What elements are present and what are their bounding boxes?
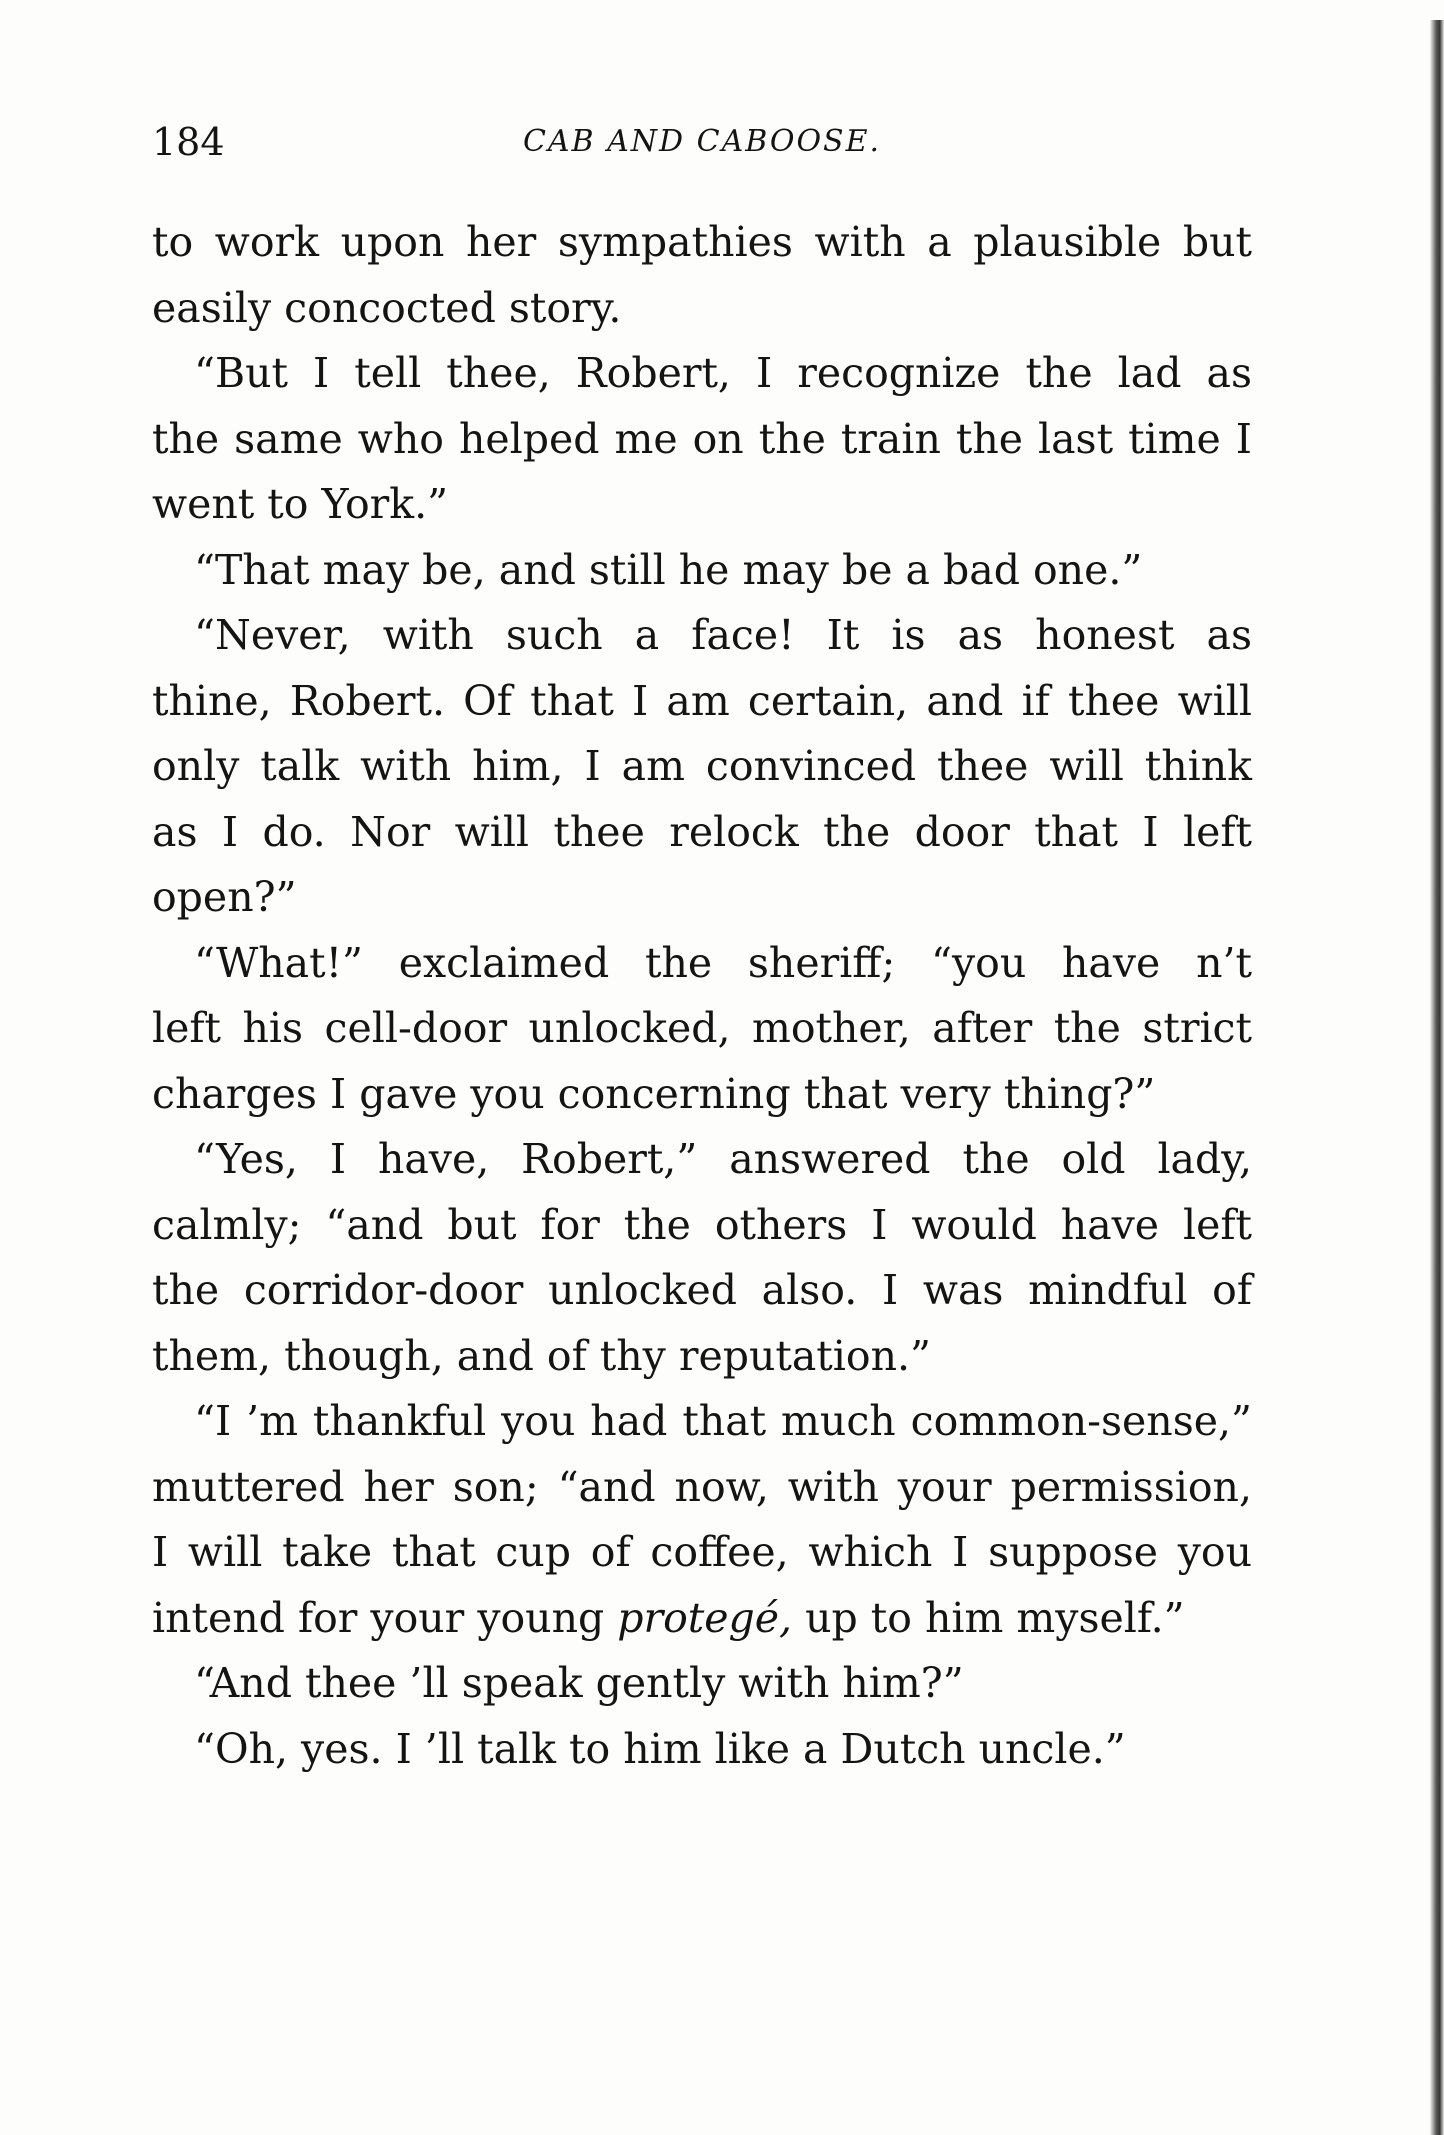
text-line: [152, 1062, 1252, 1128]
text-line-content: I will take that cup of coffee, which I suppose you: [152, 1528, 1252, 1576]
text-line-content: intend for your young: [152, 1593, 618, 1642]
text-line-content: them, though, and of thy reputation.”: [152, 1331, 931, 1380]
text-line: [152, 734, 1252, 800]
text-line-content: the corridor-door unlocked also. I was mindful of: [152, 1266, 1252, 1314]
text-line-content: thine, Robert. Of that I am certain, and if thee will: [152, 676, 1252, 725]
text-line: [152, 1127, 1252, 1193]
text-line-content: open?”: [152, 873, 297, 921]
text-line: [152, 210, 1252, 276]
text-line-content: charges I gave you concerning that very thing?”: [152, 1069, 1156, 1118]
text-line-content: the same who helped me on the train the last time I: [152, 414, 1252, 463]
text-line-content: left his cell-door unlocked, mother, after the strict: [152, 1004, 1252, 1052]
text-line: [152, 800, 1252, 866]
text-line: [152, 472, 1252, 538]
running-title: CAB AND CABOOSE.: [522, 124, 882, 159]
text-line-content: “I ’m thankful you had that much common-sense,”: [194, 1397, 1252, 1445]
body-text: [152, 210, 1252, 1782]
page-header: [152, 120, 1252, 180]
italic-word: protegé,: [617, 1593, 793, 1642]
text-line: [152, 865, 1252, 931]
text-line-continuation: up to him myself.”: [792, 1593, 1185, 1642]
text-line-content: “Oh, yes. I ’ll talk to him like a Dutch uncle.”: [194, 1724, 1126, 1773]
text-line-content: “But I tell thee, Robert, I recognize the lad as: [194, 349, 1252, 397]
text-line: [152, 1717, 1252, 1783]
text-line: [152, 407, 1252, 473]
text-line-content: “Never, with such a face! It is as honest as: [194, 611, 1252, 659]
text-line: [152, 931, 1252, 997]
text-line: [152, 603, 1252, 669]
text-line-content: went to York.”: [152, 480, 449, 528]
text-line: [152, 669, 1252, 735]
text-line: [152, 276, 1252, 342]
text-line: [152, 1520, 1252, 1586]
page-binding-edge: [1430, 20, 1444, 2135]
text-line-content: as I do. Nor will thee relock the door that I left: [152, 807, 1252, 856]
text-line: [152, 1258, 1252, 1324]
text-line: [152, 1586, 1252, 1652]
text-line-content: “And thee ’ll speak gently with him?”: [194, 1659, 964, 1707]
text-line-content: “That may be, and still he may be a bad one.”: [194, 545, 1143, 594]
text-line: [152, 1389, 1252, 1455]
text-line-content: calmly; “and but for the others I would have left: [152, 1200, 1252, 1249]
text-line-content: only talk with him, I am convinced thee will think: [152, 742, 1252, 790]
text-line: [152, 1324, 1252, 1390]
text-line: [152, 1651, 1252, 1717]
text-line: [152, 1193, 1252, 1259]
page-number: 184: [152, 120, 225, 164]
text-line: [152, 538, 1252, 604]
text-line: [152, 1455, 1252, 1521]
text-line: [152, 341, 1252, 407]
text-line: [152, 996, 1252, 1062]
text-line-content: muttered her son; “and now, with your permission,: [152, 1462, 1252, 1511]
text-line-content: easily concocted story.: [152, 283, 622, 332]
text-line-content: “What!” exclaimed the sheriff; “you have n’t: [194, 938, 1252, 987]
text-line-content: to work upon her sympathies with a plausible but: [152, 218, 1252, 266]
text-line-content: “Yes, I have, Robert,” answered the old lady,: [194, 1135, 1252, 1183]
